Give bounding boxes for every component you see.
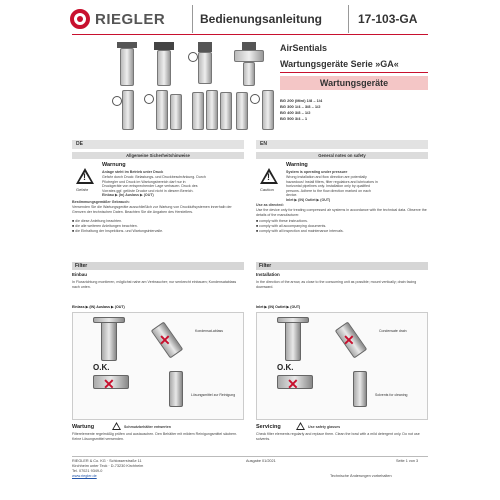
column-header-de: DE xyxy=(72,140,244,149)
warning-triangle-icon xyxy=(112,422,121,430)
header-divider xyxy=(348,5,349,33)
footer-technical-changes: Technische Änderungen vorbehalten xyxy=(330,474,392,478)
product-combination-unit-image xyxy=(236,90,276,134)
warning-title: Warning xyxy=(286,162,308,168)
warning-line: Wrong installation and flow direction are potentially xyxy=(286,175,367,179)
diagram-label: Solvents for cleaning xyxy=(375,393,408,397)
warning-subtitle: System is operating under pressure xyxy=(286,170,348,174)
filter-head-drawing xyxy=(277,317,309,323)
flow-direction-label: Inlet ▶ (IN) Outlet ▶ (OUT) xyxy=(256,305,301,309)
warning-subtitle: Anlage steht im Betrieb unter Druck xyxy=(102,170,164,174)
document-number: 17-103-GA xyxy=(358,12,418,26)
warning-line: Druckgeräte von entsprechender Lage verbauen. Druck des xyxy=(102,184,198,189)
servicing-text-en: Check filter elements regularly and replace them. Clean the bowl with a mild detergent only. Do not use solvents. xyxy=(256,432,420,441)
installation-text-de: In Flussrichtung montieren, möglichst nahe am Verbraucher; nur senkrecht einbauen; Kondensatablass nach unten. xyxy=(72,280,237,289)
filter-section-bar-en: Filter xyxy=(256,262,428,270)
diagram-label: Condensate drain xyxy=(379,329,407,333)
safety-heading-de: Allgemeine Sicherheitshinweise xyxy=(72,152,244,159)
footer-company: RIEGLER & Co. KG · Schlosserstraße 11 xyxy=(72,459,142,463)
safety-bullet: ■ comply with these instructions. xyxy=(256,219,308,223)
product-regulator-image xyxy=(188,42,222,88)
warning-title: Warnung xyxy=(102,162,126,168)
product-lubricator-image xyxy=(230,42,268,88)
servicing-heading-de: Wartung xyxy=(72,424,95,430)
servicing-heading-en: Servicing xyxy=(256,424,281,430)
flow-direction-label: Einlass ▶ (IN) Auslass ▶ (OUT) xyxy=(72,305,125,309)
model-item: BG 200 (Mini) 1/8 – 1/4 xyxy=(280,98,323,103)
footer-rule xyxy=(72,456,428,457)
servicing-subheading-en: Use safety glasses xyxy=(308,425,341,429)
intended-use-title: Use as directed: xyxy=(256,203,284,207)
intended-use-title: Bestimmungsgemäßer Gebrauch: xyxy=(72,200,130,204)
series-title-block xyxy=(280,41,428,122)
footer-address: Kirchheim unter Teck · D-73230 Kirchheim xyxy=(72,464,144,468)
warning-triangle-icon xyxy=(296,422,305,430)
riegler-logo xyxy=(70,8,165,30)
installation-heading-de: Einbau xyxy=(72,272,88,277)
product-line-name: AirSentials xyxy=(280,43,328,53)
filter-unit-drawing xyxy=(169,371,183,407)
warning-line: persons. Adhere to the flow direction marked on each xyxy=(286,188,371,193)
safety-bullet: ■ comply with all accompanying documents. xyxy=(256,224,327,228)
filter-installation-diagram-en xyxy=(256,312,428,420)
product-filter-image xyxy=(114,42,140,88)
intended-use-text: Verwenden Sie die Wartungsgeräte ausschließlich zur Wartung von Druckluftsystemen innerhalb der Grenzen der technischen Daten. Beachten Sie die Angaben des Herstellers. xyxy=(72,205,232,214)
model-item: BG 400 3/8 – 1/2 xyxy=(280,110,311,115)
safety-bullet: ■ die alle weiteren Anleitungen beachten. xyxy=(72,224,138,228)
incorrect-x-icon: ✕ xyxy=(287,376,299,392)
model-item: BG 500 3/4 – 1 xyxy=(280,116,308,121)
warning-caption: Gefahr xyxy=(76,187,89,192)
header-rule xyxy=(72,34,428,35)
footer-edition: Ausgabe 01/2021 xyxy=(246,459,276,463)
filter-unit-drawing xyxy=(353,371,367,407)
footer-phone: Tel. 07021 9349-0 xyxy=(72,469,103,473)
series-rule xyxy=(280,72,428,73)
product-combination-unit-image xyxy=(192,90,232,134)
safety-bullet: ■ die diese Anleitung beachten. xyxy=(72,219,123,223)
warning-line: horizontal pipelines only. Installation only by qualified xyxy=(286,184,371,189)
incorrect-x-icon: ✕ xyxy=(103,376,115,392)
warning-line: Pilotregler und Druck im Wartungsbereich darf nur in xyxy=(102,179,186,184)
safety-bullet: ■ die Einhaltung der Inspektions- und Wartungsintervalle. xyxy=(72,229,164,233)
warning-exclamation-icon: ! xyxy=(83,172,86,182)
correct-label: O.K. xyxy=(277,363,294,372)
riegler-logo-icon xyxy=(70,9,90,29)
product-regulator-image xyxy=(110,90,136,134)
installation-heading-en: Installation xyxy=(256,272,280,277)
product-images xyxy=(100,40,276,136)
series-category-box: Wartungsgeräte xyxy=(280,76,428,90)
incorrect-x-icon: ✕ xyxy=(343,332,355,348)
filter-installation-diagram-de xyxy=(72,312,244,420)
header-divider xyxy=(192,5,193,33)
product-filter-image xyxy=(150,42,178,88)
product-combination-unit-image xyxy=(144,90,184,134)
correct-label: O.K. xyxy=(93,363,110,372)
warning-line: device. xyxy=(286,193,298,198)
model-item: BG 300 1/4 – 3/8 – 1/2 xyxy=(280,104,321,109)
warning-line: hazardous! Install filters, filter regulators and lubricators in xyxy=(286,179,378,184)
safety-bullet: ■ comply with all inspection and maintenance intervals. xyxy=(256,229,344,233)
filter-unit-drawing xyxy=(101,321,117,361)
warning-exclamation-icon: ! xyxy=(267,172,270,182)
diagram-label: Lösungsmittel zur Reinigung xyxy=(191,393,236,397)
brand-name: RIEGLER xyxy=(95,10,166,28)
warning-caption: Caution xyxy=(260,187,274,192)
series-title: Wartungsgeräte Serie »GA« xyxy=(280,59,399,69)
document-title: Bedienungsanleitung xyxy=(200,12,323,26)
filter-unit-drawing xyxy=(285,321,301,361)
column-header-en: EN xyxy=(256,140,428,149)
servicing-subheading-de: Schmutzbehälter entwerten xyxy=(124,425,171,429)
footer-website-link[interactable]: www.riegler.de xyxy=(72,474,97,478)
warning-flow-direction: Einbau ▶ (In) Auslass ▶ (OUT) xyxy=(102,193,154,198)
installation-text-en: In the direction of the arrow, as close to the consuming unit as possible; mount vertically; drain facing downward. xyxy=(256,280,417,289)
footer-page-number: Seite 1 von 3 xyxy=(396,459,419,463)
page-header xyxy=(0,0,500,40)
diagram-label: Kondensat-ablass xyxy=(195,329,224,333)
warning-line: Vorrates ggf. gelöste Drucke und nicht in diesem Bereich. xyxy=(102,188,194,193)
warning-line: Gefahr durch Druck: Belastungs- und Druckbeschränkung. Durch xyxy=(102,175,206,179)
model-list xyxy=(280,98,428,122)
warning-flow-direction: Inlet ▶ (IN) Outlet ▶ (OUT) xyxy=(286,198,331,202)
intended-use-text: Use the device only for treating compressed air systems in accordance with the technical data. Observe the details of the manufacturer. xyxy=(256,208,427,217)
servicing-text-de: Filterelemente regelmäßig prüfen und austauschen. Den Behälter mit mildem Reinigungsmittel säubern. Keine Lösungsmittel verwenden. xyxy=(72,432,238,441)
filter-section-bar-de: Filter xyxy=(72,262,244,270)
incorrect-x-icon: ✕ xyxy=(159,332,171,348)
filter-head-drawing xyxy=(93,317,125,323)
safety-heading-en: General notes on safety xyxy=(256,152,428,159)
